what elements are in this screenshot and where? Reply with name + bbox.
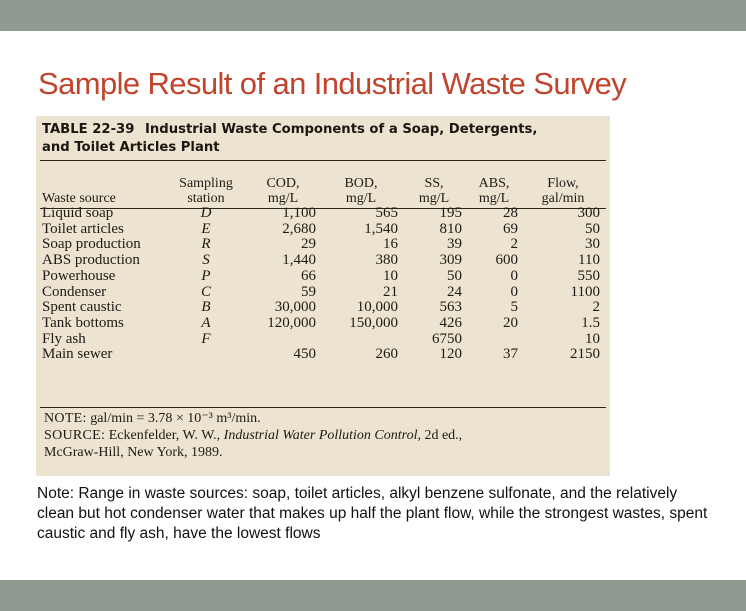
table-header-row — [40, 162, 604, 206]
cell-abs: 2 — [510, 236, 518, 253]
cell-bod: 16 — [383, 236, 398, 253]
cell-cod: 29 — [301, 236, 316, 253]
table-row — [40, 237, 604, 253]
table-row — [40, 316, 604, 332]
cell-ss: 810 — [439, 220, 462, 237]
source-publisher: McGraw-Hill, New York, 1989. — [44, 445, 223, 460]
cell-waste-source: Soap production — [42, 236, 141, 253]
cell-cod: 450 — [293, 346, 316, 363]
cell-sampling-station: B — [201, 299, 211, 316]
cell-bod: 21 — [383, 283, 398, 300]
source-book-title: Industrial Water Pollution Control, — [223, 428, 421, 443]
cell-waste-source: Liquid soap — [42, 205, 114, 221]
table-row — [40, 206, 604, 222]
table-row — [40, 222, 604, 238]
source-label: SOURCE: — [44, 428, 106, 443]
bottom-rule — [40, 407, 606, 408]
cell-bod: 10,000 — [356, 299, 398, 316]
cell-bod: 150,000 — [349, 314, 398, 331]
cell-sampling-station: A — [201, 314, 211, 331]
note-text: gal/min = 3.78 × 10⁻³ m³/min. — [90, 411, 261, 426]
cell-sampling-station: C — [200, 283, 211, 300]
table-row — [40, 269, 604, 285]
table-row — [40, 285, 604, 301]
cell-abs: 69 — [503, 220, 518, 237]
cell-flow: 1.5 — [581, 314, 600, 331]
cell-waste-source: Toilet articles — [42, 220, 124, 237]
cell-bod: 380 — [375, 252, 398, 269]
header-cod: COD, mg/L — [266, 176, 300, 206]
cell-sampling-station: D — [200, 205, 212, 221]
cell-flow: 550 — [577, 267, 600, 284]
top-band — [0, 0, 746, 31]
cell-cod: 2,680 — [282, 220, 316, 237]
table-footnotes — [44, 410, 604, 461]
waste-components-table — [40, 162, 604, 363]
cell-flow: 110 — [578, 252, 600, 269]
table-caption — [42, 121, 562, 157]
cell-waste-source: Fly ash — [42, 330, 86, 347]
cell-cod — [246, 332, 320, 348]
cell-flow: 1100 — [570, 283, 600, 300]
cell-flow: 300 — [577, 205, 600, 221]
cell-abs — [466, 332, 522, 348]
cell-cod: 30,000 — [274, 299, 316, 316]
cell-waste-source: Tank bottoms — [42, 314, 124, 331]
cell-cod: 1,440 — [282, 252, 316, 269]
table-row — [40, 332, 604, 348]
header-flow: Flow, gal/min — [541, 176, 585, 206]
header-waste-source: Waste source — [42, 191, 116, 206]
cell-abs: 37 — [503, 346, 518, 363]
cell-cod: 66 — [301, 267, 316, 284]
cell-ss: 50 — [447, 267, 462, 284]
cell-sampling-station: S — [202, 252, 210, 269]
unit-note — [44, 410, 604, 427]
cell-ss: 195 — [439, 205, 462, 221]
cell-ss: 120 — [439, 346, 462, 363]
cell-waste-source: Powerhouse — [42, 267, 116, 284]
cell-abs: 0 — [510, 267, 518, 284]
cell-bod: 260 — [375, 346, 398, 363]
table-number: TABLE 22-39 — [42, 122, 135, 137]
header-ss: SS, mg/L — [418, 176, 450, 206]
cell-bod: 565 — [375, 205, 398, 221]
header-abs: ABS, mg/L — [478, 176, 510, 206]
cell-ss: 6750 — [432, 330, 462, 347]
scanned-table-image — [36, 116, 610, 476]
cell-ss: 24 — [447, 283, 462, 300]
cell-sampling-station — [166, 347, 246, 363]
cell-bod — [320, 332, 402, 348]
cell-abs: 600 — [495, 252, 518, 269]
cell-sampling-station: E — [201, 220, 211, 237]
cell-flow: 30 — [585, 236, 600, 253]
table-row — [40, 347, 604, 363]
cell-bod: 10 — [383, 267, 398, 284]
cell-sampling-station: F — [201, 330, 211, 347]
cell-bod: 1,540 — [364, 220, 398, 237]
cell-waste-source: Spent caustic — [42, 299, 122, 316]
table-row — [40, 300, 604, 316]
slide-title: Sample Result of an Industrial Waste Survey — [38, 66, 627, 101]
source-edition: 2d ed., — [424, 428, 463, 443]
cell-ss: 426 — [439, 314, 462, 331]
cell-waste-source: Condenser — [42, 283, 107, 300]
cell-ss: 39 — [447, 236, 462, 253]
header-sampling-station: Sampling station — [179, 176, 233, 206]
cell-ss: 309 — [439, 252, 462, 269]
cell-sampling-station: P — [201, 267, 211, 284]
cell-flow: 10 — [585, 330, 600, 347]
cell-cod: 120,000 — [267, 314, 316, 331]
bottom-band — [0, 580, 746, 611]
cell-abs: 28 — [503, 205, 518, 221]
table-title: Industrial Waste Components of a Soap, Detergents, and Toilet Articles Plant — [42, 122, 538, 155]
cell-flow: 2 — [592, 299, 600, 316]
cell-abs: 20 — [503, 314, 518, 331]
cell-cod: 1,100 — [282, 205, 316, 221]
cell-waste-source: Main sewer — [42, 346, 113, 363]
cell-flow: 2150 — [570, 346, 600, 363]
cell-flow: 50 — [585, 220, 600, 237]
source-author: Eckenfelder, W. W., — [108, 428, 221, 443]
cell-ss: 563 — [439, 299, 462, 316]
cell-waste-source: ABS production — [42, 252, 140, 269]
cell-sampling-station: R — [201, 236, 211, 253]
cell-abs: 5 — [510, 299, 518, 316]
header-bod: BOD, mg/L — [344, 176, 378, 206]
note-label: NOTE: — [44, 411, 87, 426]
top-rule — [40, 160, 606, 161]
cell-abs: 0 — [510, 283, 518, 300]
cell-cod: 59 — [301, 283, 316, 300]
slide-note: Note: Range in waste sources: soap, toilet articles, alkyl benzene sulfonate, and the relatively clean but hot condenser water that makes up half the plant flow, while the strongest wastes, spent caustic and fly ash, have the lowest flows — [37, 485, 708, 542]
source-citation — [44, 427, 604, 461]
table-row — [40, 253, 604, 269]
